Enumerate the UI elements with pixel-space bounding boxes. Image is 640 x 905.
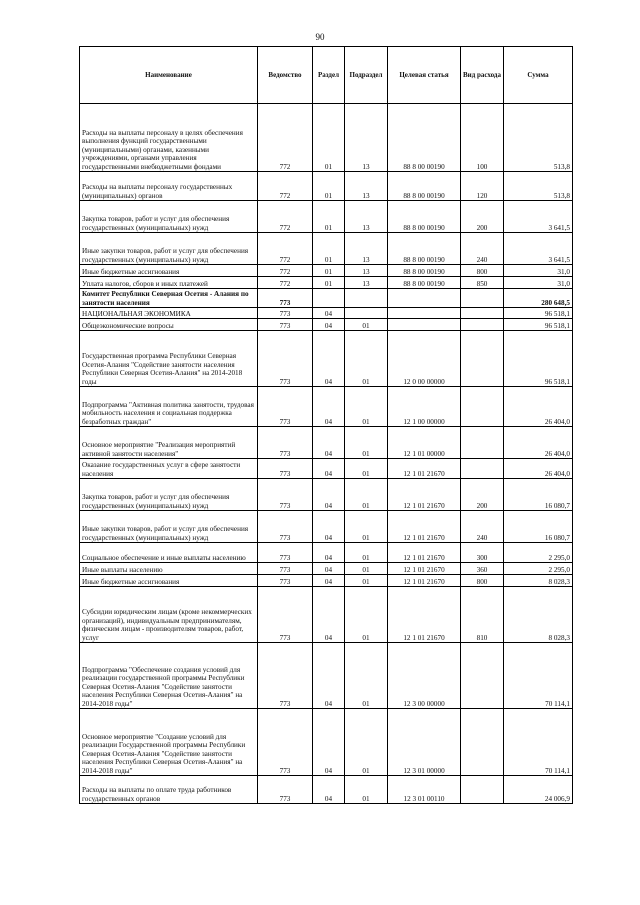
row-sum: 2 295,0 [504,543,573,563]
page-number: 90 [315,32,325,42]
row-subsection: 13 [345,265,388,277]
row-type [461,331,504,387]
row-type [461,308,504,319]
row-type: 810 [461,587,504,643]
row-dept: 773 [258,543,313,563]
row-target [388,289,461,308]
row-section: 04 [313,575,345,587]
row-target: 12 1 01 21670 [388,543,461,563]
row-name: Иные закупки товаров, работ и услуг для обеспечения государственных (муниципальных) нужд [80,511,258,543]
row-dept: 773 [258,709,313,776]
row-name: Иные бюджетные ассигнования [80,575,258,587]
row-name: Расходы на выплаты персоналу государственных (муниципальных) органов [80,172,258,201]
row-type [461,776,504,804]
row-dept: 773 [258,643,313,709]
row-section: 04 [313,511,345,543]
row-subsection: 13 [345,104,388,172]
table-row [80,479,573,511]
row-target: 88 8 00 00190 [388,277,461,289]
row-name: Иные закупки товаров, работ и услуг для обеспечения государственных (муниципальных) нужд [80,233,258,265]
row-target: 12 1 01 21670 [388,511,461,543]
row-dept: 772 [258,233,313,265]
table-body [80,104,573,804]
row-sum: 8 028,3 [504,587,573,643]
row-name: Социальное обеспечение и иные выплаты населению [80,543,258,563]
row-dept: 772 [258,265,313,277]
row-type: 300 [461,543,504,563]
row-section: 01 [313,233,345,265]
row-section: 04 [313,459,345,479]
row-type: 120 [461,172,504,201]
row-name: Расходы на выплаты по оплате труда работников государственных органов [80,776,258,804]
row-target: 12 1 01 21670 [388,575,461,587]
row-target: 88 8 00 00190 [388,265,461,277]
row-type: 800 [461,575,504,587]
row-type: 850 [461,277,504,289]
row-name: Подпрограмма "Активная политика занятости, трудовая мобильность населения и социальная поддержка безработных граждан" [80,387,258,427]
row-subsection: 01 [345,427,388,459]
row-name: Уплата налогов, сборов и иных платежей [80,277,258,289]
row-target: 12 1 01 21670 [388,479,461,511]
row-sum: 70 114,1 [504,643,573,709]
row-subsection: 01 [345,587,388,643]
row-subsection: 01 [345,387,388,427]
row-type [461,709,504,776]
table-header-row [80,47,573,104]
row-section: 01 [313,201,345,233]
row-type: 240 [461,511,504,543]
row-dept: 773 [258,308,313,319]
table-row [80,104,573,172]
row-section: 04 [313,543,345,563]
table-row [80,331,573,387]
table-row [80,459,573,479]
row-dept: 773 [258,387,313,427]
row-section: 01 [313,265,345,277]
row-subsection: 01 [345,709,388,776]
row-dept: 772 [258,104,313,172]
row-dept: 772 [258,201,313,233]
header-type: Вид расхода [461,47,504,104]
row-target: 12 1 01 00000 [388,427,461,459]
row-section: 04 [313,643,345,709]
row-target [388,319,461,331]
header-section: Раздел [313,47,345,104]
row-sum: 24 006,9 [504,776,573,804]
row-type [461,459,504,479]
row-name: Основное мероприятие "Реализация мероприятий активной занятости населения" [80,427,258,459]
row-sum: 31,0 [504,265,573,277]
row-dept: 773 [258,511,313,543]
table-row [80,709,573,776]
table-row [80,511,573,543]
row-sum: 26 404,0 [504,387,573,427]
row-sum: 280 648,5 [504,289,573,308]
row-section: 01 [313,104,345,172]
table-row [80,289,573,308]
row-type: 100 [461,104,504,172]
header-sum: Сумма [504,47,573,104]
row-dept: 772 [258,172,313,201]
row-dept: 773 [258,289,313,308]
row-target: 88 8 00 00190 [388,233,461,265]
table-row [80,277,573,289]
table-row [80,387,573,427]
header-dept: Ведомство [258,47,313,104]
row-target: 12 3 00 00000 [388,643,461,709]
row-type [461,387,504,427]
header-target: Целевая статья [388,47,461,104]
row-subsection: 01 [345,543,388,563]
row-subsection: 01 [345,511,388,543]
row-subsection: 13 [345,277,388,289]
row-name: Оказание государственных услуг в сфере занятости населения [80,459,258,479]
row-sum: 31,0 [504,277,573,289]
row-section: 01 [313,172,345,201]
table-row [80,563,573,575]
table-row [80,427,573,459]
row-sum: 16 080,7 [504,511,573,543]
row-type [461,427,504,459]
row-sum: 70 114,1 [504,709,573,776]
row-name: Иные бюджетные ассигнования [80,265,258,277]
row-section: 01 [313,277,345,289]
row-section: 04 [313,387,345,427]
row-name: Иные выплаты населению [80,563,258,575]
row-section: 04 [313,427,345,459]
row-dept: 772 [258,277,313,289]
row-section: 04 [313,587,345,643]
row-subsection: 01 [345,643,388,709]
table-row [80,587,573,643]
row-section: 04 [313,479,345,511]
table-row [80,319,573,331]
row-sum: 96 518,1 [504,319,573,331]
row-target: 12 1 01 21670 [388,563,461,575]
row-sum: 26 404,0 [504,459,573,479]
row-dept: 773 [258,319,313,331]
row-section: 04 [313,563,345,575]
table-row [80,543,573,563]
row-dept: 773 [258,563,313,575]
row-section: 04 [313,308,345,319]
row-sum: 26 404,0 [504,427,573,459]
row-target: 88 8 00 00190 [388,104,461,172]
row-name: Основное мероприятие "Создание условий для реализации Государственной программы Республики Северная Осетия-Алания "Содействие занятости населения Республики Северная Осетия-Алания" на 2014-2018 годы" [80,709,258,776]
row-target: 12 3 01 00000 [388,709,461,776]
row-target [388,308,461,319]
table-row [80,201,573,233]
row-type [461,643,504,709]
table-row [80,233,573,265]
row-section: 04 [313,709,345,776]
row-target: 12 1 01 21670 [388,587,461,643]
row-subsection: 01 [345,776,388,804]
row-type [461,289,504,308]
row-subsection: 01 [345,479,388,511]
row-dept: 773 [258,459,313,479]
row-target: 12 1 01 21670 [388,459,461,479]
row-sum: 513,8 [504,104,573,172]
row-dept: 773 [258,587,313,643]
row-name: Подпрограмма "Обеспечение создания условий для реализации государственной программы Республики Северная Осетия-Алания "Содействие занятости населения Республики Северная Осетия-Алания" на 2014-2018 годы" [80,643,258,709]
row-name: НАЦИОНАЛЬНАЯ ЭКОНОМИКА [80,308,258,319]
row-name: Субсидии юридическим лицам (кроме некоммерческих организаций), индивидуальным предпринимателям, физическим лицам - производителям товаров, работ, услуг [80,587,258,643]
table-row [80,776,573,804]
header-subsection: Подраздел [345,47,388,104]
table-row [80,308,573,319]
row-sum: 96 518,1 [504,308,573,319]
row-sum: 513,8 [504,172,573,201]
row-type: 200 [461,201,504,233]
row-type: 200 [461,479,504,511]
row-section: 04 [313,319,345,331]
row-name: Государственная программа Республики Северная Осетия-Алания "Содействие занятости населения Республики Северная Осетия-Алания" на 2014-2018 годы [80,331,258,387]
row-sum: 16 080,7 [504,479,573,511]
budget-table [79,46,573,804]
header-name: Наименование [80,47,258,104]
row-dept: 773 [258,427,313,459]
row-section [313,289,345,308]
row-section: 04 [313,776,345,804]
row-dept: 773 [258,479,313,511]
row-dept: 773 [258,776,313,804]
row-subsection: 13 [345,172,388,201]
row-target: 12 1 00 00000 [388,387,461,427]
row-type: 360 [461,563,504,575]
row-dept: 773 [258,331,313,387]
table-row [80,643,573,709]
row-type: 800 [461,265,504,277]
table-row [80,265,573,277]
row-type: 240 [461,233,504,265]
row-target: 12 3 01 00110 [388,776,461,804]
row-name: Закупка товаров, работ и услуг для обеспечения государственных (муниципальных) нужд [80,201,258,233]
row-name: Закупка товаров, работ и услуг для обеспечения государственных (муниципальных) нужд [80,479,258,511]
row-section: 04 [313,331,345,387]
row-sum: 8 028,3 [504,575,573,587]
row-target: 88 8 00 00190 [388,172,461,201]
row-subsection: 01 [345,563,388,575]
row-subsection: 01 [345,459,388,479]
row-subsection: 01 [345,319,388,331]
row-target: 12 0 00 00000 [388,331,461,387]
row-sum: 3 641,5 [504,233,573,265]
row-sum: 2 295,0 [504,563,573,575]
row-subsection [345,308,388,319]
row-subsection: 13 [345,201,388,233]
row-subsection: 13 [345,233,388,265]
row-subsection [345,289,388,308]
row-name: Расходы на выплаты персоналу в целях обеспечения выполнения функций государственными (муниципальными) органами, казенными учреждениями, органами управления государственными внебюджетными фондами [80,104,258,172]
row-type [461,319,504,331]
row-name: Общеэкономические вопросы [80,319,258,331]
row-name: Комитет Республики Северная Осетия - Алания по занятости населения [80,289,258,308]
table-row [80,575,573,587]
table-row [80,172,573,201]
row-subsection: 01 [345,575,388,587]
row-sum: 96 518,1 [504,331,573,387]
row-sum: 3 641,5 [504,201,573,233]
row-dept: 773 [258,575,313,587]
row-target: 88 8 00 00190 [388,201,461,233]
row-subsection: 01 [345,331,388,387]
